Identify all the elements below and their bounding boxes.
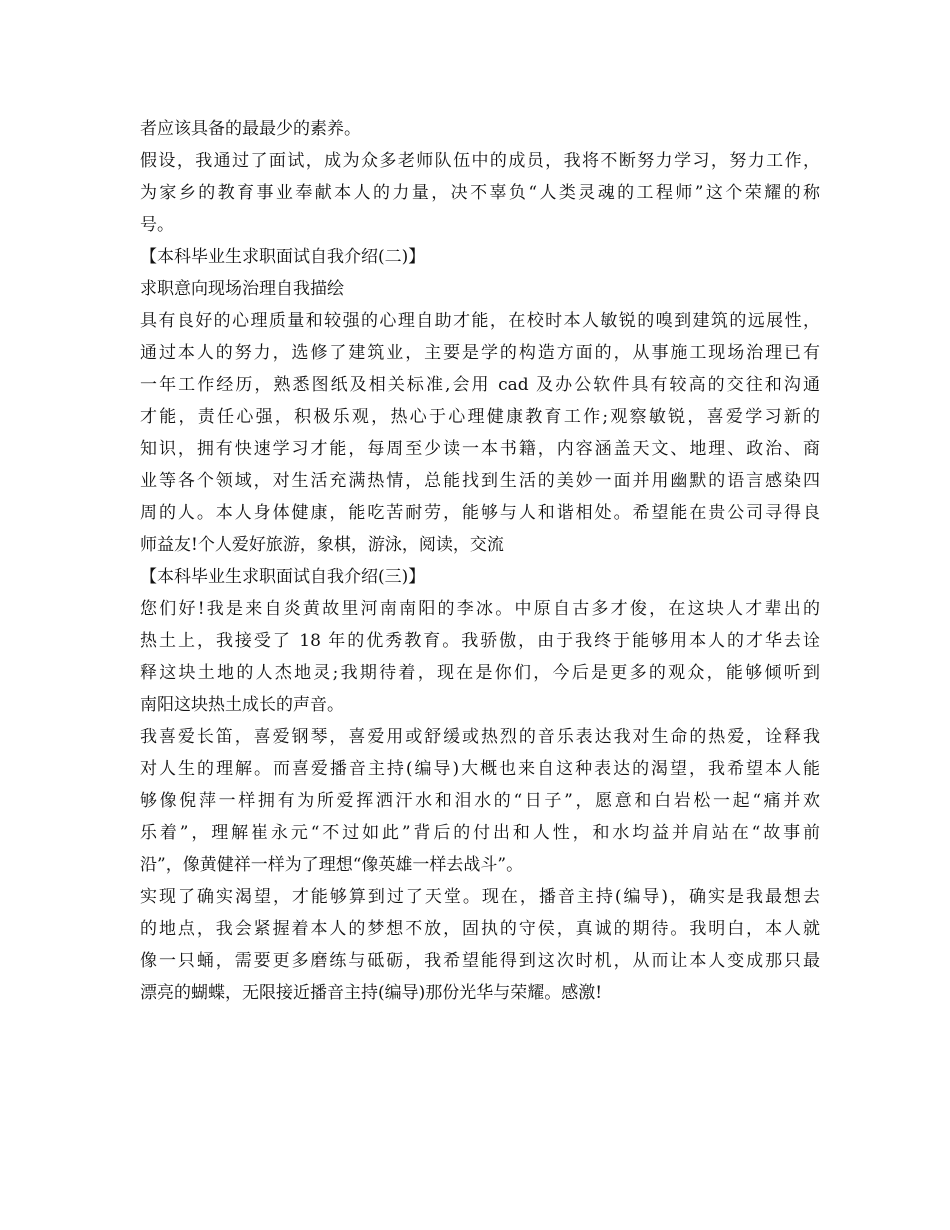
paragraph-1: [140, 113, 820, 145]
text-line: 我喜爱长笛，喜爱钢琴，喜爱用或舒缓或热烈的音乐表达我对生命的热爱，诠释我: [140, 727, 820, 747]
text-line: 够像倪萍一样拥有为所爱挥洒汗水和泪水的“日子”，愿意和白岩松一起“痛并欢: [140, 791, 820, 811]
text-line: 南阳这块热土成长的声音。: [140, 695, 344, 715]
paragraph-2: [140, 145, 820, 241]
text-line: 热土上，我接受了 18 年的优秀教育。我骄傲，由于我终于能够用本人的才华去诠: [140, 631, 820, 651]
text-line: 实现了确实渴望，才能够算到过了天堂。现在，播音主持(编导)，确实是我最想去: [140, 887, 820, 907]
document-body: [140, 113, 820, 1009]
text-line: 具有良好的心理质量和较强的心理自助才能，在校时本人敏锐的嗅到建筑的远展性，: [140, 311, 820, 331]
text-line: 您们好!我是来自炎黄故里河南南阳的李冰。中原自古多才俊，在这块人才辈出的: [140, 599, 820, 619]
text-line: 释这块土地的人杰地灵;我期待着，现在是你们，今后是更多的观众，能够倾听到: [140, 663, 820, 683]
paragraph-6: [140, 881, 820, 1009]
text-line: 周的人。本人身体健康，能吃苦耐劳，能够与人和谐相处。希望能在贵公司寻得良: [140, 503, 820, 523]
text-line: 假设，我通过了面试，成为众多老师队伍中的成员，我将不断努力学习，努力工作，: [140, 151, 820, 171]
text-line: 一年工作经历，熟悉图纸及相关标准,会用 cad 及办公软件具有较高的交往和沟通: [140, 375, 820, 395]
text-line: 号。: [140, 215, 174, 235]
text-line: 漂亮的蝴蝶，无限接近播音主持(编导)那份光华与荣耀。感激!: [140, 983, 603, 1003]
text-line: 通过本人的努力，选修了建筑业，主要是学的构造方面的，从事施工现场治理已有: [140, 343, 820, 363]
text-line: 为家乡的教育事业奉献本人的力量，决不辜负“人类灵魂的工程师”这个荣耀的称: [140, 183, 820, 203]
text-line: 乐着”，理解崔永元“不过如此”背后的付出和人性，和水均益并肩站在“故事前: [140, 823, 820, 843]
text-line: 才能，责任心强，积极乐观，热心于心理健康教育工作;观察敏锐，喜爱学习新的: [140, 407, 820, 427]
section-subtitle-2: 求职意向现场治理自我描绘: [140, 279, 344, 299]
text-line: 对人生的理解。而喜爱播音主持(编导)大概也来自这种表达的渴望，我希望本人能: [140, 759, 820, 779]
section-heading-3: 【本科毕业生求职面试自我介绍(三)】: [140, 567, 426, 587]
section-heading-2: 【本科毕业生求职面试自我介绍(二)】: [140, 247, 426, 267]
paragraph-5: [140, 721, 820, 881]
text-line: 者应该具备的最最少的素养。: [140, 119, 361, 139]
text-line: 沿”，像黄健祥一样为了理想“像英雄一样去战斗”。: [140, 855, 524, 875]
text-line: 业等各个领域，对生活充满热情，总能找到生活的美妙一面并用幽默的语言感染四: [140, 471, 820, 491]
paragraph-4: [140, 593, 820, 721]
paragraph-3: [140, 305, 820, 561]
text-line: 师益友!个人爱好旅游，象棋，游泳，阅读，交流: [140, 535, 504, 555]
text-line: 的地点，我会紧握着本人的梦想不放，固执的守侯，真诚的期待。我明白，本人就: [140, 919, 820, 939]
text-line: 知识，拥有快速学习才能，每周至少读一本书籍，内容涵盖天文、地理、政治、商: [140, 439, 820, 459]
text-line: 像一只蛹，需要更多磨练与砥砺，我希望能得到这次时机，从而让本人变成那只最: [140, 951, 820, 971]
